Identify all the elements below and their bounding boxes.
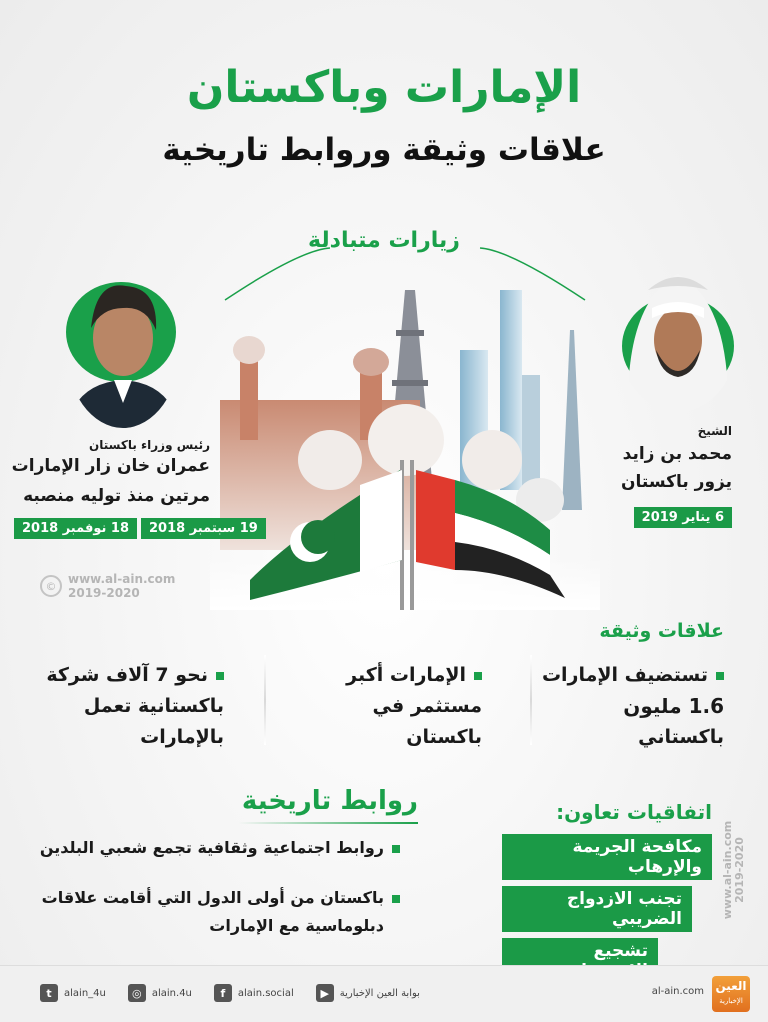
side-watermark-site: www.al-ain.com [721, 820, 734, 920]
page-title: الإمارات وباكستان [186, 62, 582, 113]
sheikh-visit-line1: محمد بن زايد [622, 444, 732, 464]
divider [264, 655, 266, 745]
pm-visit-line2: مرتين منذ توليه منصبه [23, 486, 210, 506]
history-item-1 [40, 832, 400, 863]
bullet-icon [216, 672, 224, 680]
fact-3-line2: باكستانية تعمل [83, 695, 224, 717]
page-subtitle: علاقات وثيقة وروابط تاريخية [162, 132, 606, 168]
youtube-handle: بوابة العين الإخبارية [339, 987, 420, 999]
side-watermark-years: 2019-2020 [733, 837, 746, 903]
landmarks-illustration [210, 280, 600, 610]
history-underline [238, 822, 418, 824]
facebook-handle: alain.social [237, 987, 294, 999]
logo-bottom: الإخبارية [719, 997, 743, 1005]
pm-date-1: 19 سبتمبر 2018 [141, 518, 266, 539]
history-title: روابط تاريخية [241, 786, 418, 816]
watermark-site: www.al-ain.com [68, 572, 176, 586]
sheikh-visit-date-wrap [634, 506, 732, 525]
instagram-link[interactable] [128, 984, 192, 1002]
history-item-2-text: باكستان من أولى الدول التي أقامت علاقات [41, 888, 384, 907]
twitter-icon: t [40, 984, 58, 1002]
youtube-link[interactable] [316, 984, 420, 1002]
pm-visit-line1: عمران خان زار الإمارات [11, 456, 210, 476]
sheikh-role: الشيخ [697, 424, 732, 438]
facebook-link[interactable] [214, 984, 294, 1002]
cooperation-item-2: تجنب الازدواج الضريبي [502, 886, 692, 932]
visits-title: زيارات متبادلة [308, 228, 460, 253]
social-links [40, 984, 420, 1002]
facebook-icon: f [214, 984, 232, 1002]
pm-visit-dates [14, 518, 266, 539]
al-ain-logo [712, 976, 750, 1012]
cooperation-item-1: مكافحة الجريمة والإرهاب [502, 834, 712, 880]
sheikh-visit-line2: يزور باكستان [620, 472, 732, 492]
fact-2-line3: باكستان [406, 726, 482, 748]
pm-portrait [66, 268, 180, 428]
instagram-handle: alain.4u [151, 987, 192, 999]
site-link[interactable]: al-ain.com [651, 986, 704, 997]
history-item-2 [42, 882, 400, 913]
fact-1-line1: تستضيف الإمارات [541, 664, 708, 686]
relations-fact-2 [312, 660, 482, 753]
relations-fact-1 [534, 660, 724, 753]
twitter-link[interactable] [40, 984, 106, 1002]
relations-title: علاقات وثيقة [599, 620, 724, 642]
bullet-icon [474, 672, 482, 680]
logo-top: العين [715, 979, 747, 993]
instagram-icon: ◎ [128, 984, 146, 1002]
pm-role: رئيس وزراء باكستان [88, 438, 210, 452]
cooperation-item-3: تشجيع [502, 938, 658, 984]
history-item-3: دبلوماسية مع الإمارات [209, 916, 384, 935]
history-item-1-text: روابط اجتماعية وثقافية تجمع شعبي البلدين [39, 838, 384, 857]
fact-2-line2: مستثمر في [372, 695, 482, 717]
fact-3-line3: بالإمارات [140, 726, 224, 748]
watermark-years: 2019-2020 [68, 586, 140, 600]
relations-fact-3 [34, 660, 224, 753]
bullet-icon [392, 895, 400, 903]
bullet-icon [392, 845, 400, 853]
pm-date-2: 18 نوفمبر 2018 [14, 518, 137, 539]
youtube-icon: ▶ [316, 984, 334, 1002]
twitter-handle: alain_4u [64, 987, 106, 999]
fact-3-line1: نحو 7 آلاف شركة [46, 664, 208, 686]
fact-1-line2: 1.6 مليون [623, 694, 724, 718]
sheikh-visit-date: 6 يناير 2019 [634, 507, 732, 528]
copyright-icon: © [40, 575, 62, 597]
divider [530, 655, 532, 745]
bullet-icon [716, 672, 724, 680]
sheikh-portrait [618, 262, 738, 412]
side-watermark [722, 800, 748, 940]
cooperation-title: اتفاقيات تعاون: [556, 800, 712, 824]
cooperation-list [502, 834, 712, 984]
fact-2-line1: الإمارات أكبر [346, 664, 466, 686]
fact-1-line3: باكستاني [638, 726, 724, 748]
footer [0, 965, 768, 1022]
watermark [40, 572, 175, 600]
